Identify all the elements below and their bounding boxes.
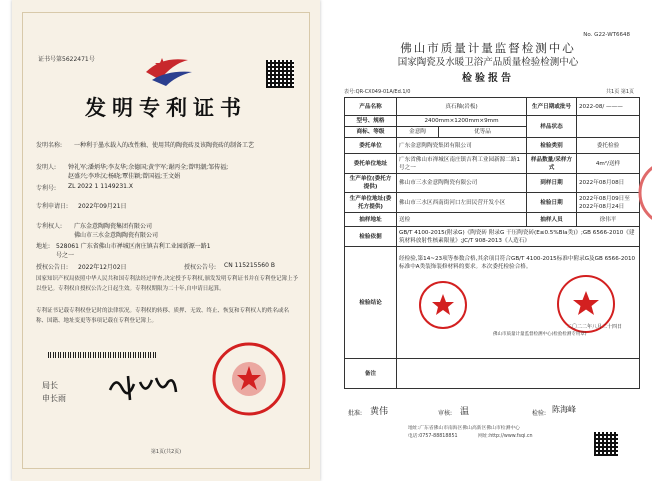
label-arrival-date: 到样日期 xyxy=(527,174,577,193)
report-title-3: 检验报告 xyxy=(462,73,514,84)
director-signature xyxy=(106,372,180,402)
label-sample-qty: 样品数量/采样方式 xyxy=(527,154,577,174)
report-qr-code xyxy=(594,432,618,456)
certificate-title: 发明专利证书 xyxy=(85,95,247,120)
certificate-paragraph-2: 专利证书记载专利权登记时的法律状况。专利权的转移、质押、无效、终止、恢复和专利权人的姓名或名称、国籍、地址变更等事项记载在专利登记簿上。 xyxy=(36,308,290,324)
value-client: 广东金意陶陶瓷集团有限公司 xyxy=(397,138,527,154)
certificate-qr-code xyxy=(266,60,294,88)
label-test-date: 检验日期 xyxy=(527,193,577,213)
footer-phone: 电话:0757-88818851 xyxy=(408,434,458,439)
value-inspection-type: 委托检验 xyxy=(577,138,640,154)
value-test-date: 2022年08月09日至2022年08月24日 xyxy=(577,193,640,213)
field-value-grant-no: CN 115215560 B xyxy=(224,262,275,269)
field-value-patent-no: ZL 2022 1 1149231.X xyxy=(68,183,134,190)
report-page: 共1页 第1页 xyxy=(606,89,634,95)
certificate-paragraph-1: 国家知识产权局依照中华人民共和国专利法经过审查,决定授予专利权,颁发发明专利证书并在专利登记簿上予以登记。专利权自授权公告之日起生效。专利权期限为二十年,自申请日起算。 xyxy=(36,276,299,292)
field-label-invention-name: 发明名称: xyxy=(36,142,63,149)
label-producer: 生产单位(委托方提供) xyxy=(345,174,397,193)
field-value-patentee: 广东金意陶陶瓷集团有限公司 xyxy=(74,223,153,230)
edge-seal-icon xyxy=(638,158,652,228)
patent-certificate xyxy=(12,0,320,481)
field-label-grant-no: 授权公告号: xyxy=(184,264,217,271)
field-value-grant-date: 2022年12月02日 xyxy=(78,264,127,271)
value-client-address: 广东省佛山市禅城区南庄镇吉利工业园新源二路1号之一 xyxy=(397,154,527,174)
value-product-name: 真石釉(岩板) xyxy=(397,98,527,116)
value-grade: 优等品 xyxy=(439,127,527,138)
label-sampling-address: 抽样地址 xyxy=(345,213,397,227)
value-mfg-date: 2022-08/ ——— xyxy=(577,98,640,116)
label-basis: 检验依据 xyxy=(345,227,397,247)
label-trademark: 商标、等级 xyxy=(345,127,397,138)
field-value-inventors-cont: 赵盛兴;李珍汉;杨晓;覃佳颖;曾国福;王文娟 xyxy=(68,173,181,180)
signature-label-director: 局长 xyxy=(42,381,58,390)
label-sample-status: 样品状态 xyxy=(527,116,577,138)
value-remark xyxy=(397,359,640,389)
inspector-signature: 陈海峰 xyxy=(552,405,576,414)
field-value-patentee-2: 佛山市三水金意陶陶瓷有限公司 xyxy=(74,232,159,239)
certificate-barcode xyxy=(48,352,156,358)
seal-caption: 佛山市质量计量监督检测中心(检验检测专用章) xyxy=(493,332,587,337)
label-remark: 备注 xyxy=(345,359,397,389)
field-label-inventors: 发明人: xyxy=(36,164,57,171)
reviewer-signature: 温 xyxy=(460,407,470,417)
value-date-signed: 二〇二二年八月二十四日 xyxy=(567,324,623,330)
field-label-grant-date: 授权公告日: xyxy=(36,264,69,271)
label-client: 委托单位 xyxy=(345,138,397,154)
inspection-seal-1-icon xyxy=(417,279,469,331)
footer-address: 地址:广东省佛山市南海区佛山高新区佛山市检测中心 xyxy=(408,426,520,431)
value-basis: GB/T 4100-2015(附录G)《陶瓷砖 附录G 干压陶瓷砖(E≤0.5%BIa类)》;GB 6566-2010《建筑材料放射性核素限量》;JC/T 908-2013《人造石》 xyxy=(397,227,640,247)
report-title-1: 佛山市质量计量监督检测中心 xyxy=(400,41,576,55)
value-sampling-person: 徐伟平 xyxy=(577,213,640,227)
official-seal-icon xyxy=(210,340,288,418)
field-value-inventors: 钟礼军;潘炳华;李友华;余德国;黄宇军;谢丙全;曾明潮;邹传福; xyxy=(68,164,229,171)
report-doc-no: No. G22-WT6648 xyxy=(583,32,630,38)
label-model: 型号、规格 xyxy=(345,116,397,127)
reviewer-label: 审核: xyxy=(438,410,453,417)
certificate-footer: 第1页(共2页) xyxy=(150,449,182,455)
approver-label: 批准: xyxy=(348,410,363,417)
label-producer-address: 生产单位地址(委托方提供) xyxy=(345,193,397,213)
report-form-code: 表号:QR-CX049-01A/Ed.1/0 xyxy=(344,89,411,95)
field-label-application-date: 专利申请日: xyxy=(36,203,69,210)
value-sample-status xyxy=(577,116,640,138)
field-label-patent-no: 专利号: xyxy=(36,185,57,192)
field-value-address-cont: 号之一 xyxy=(56,252,75,259)
label-inspection-type: 检验类别 xyxy=(527,138,577,154)
value-sample-qty: 4m²/送样 xyxy=(577,154,640,174)
field-value-invention-name: 一种利于墨水载入的改性釉、使用其的陶瓷砖及该陶瓷砖的制备工艺 xyxy=(74,142,255,149)
inspection-report xyxy=(338,0,638,481)
footer-website: 网址:http://www.fsqi.cn xyxy=(478,434,533,439)
cnipa-logo-icon xyxy=(142,50,196,88)
value-sampling-address: 送检 xyxy=(397,213,527,227)
label-conclusion: 检验结论 xyxy=(345,247,397,359)
value-producer-address: 佛山市三水区西南街河口左田民营开发小区 xyxy=(397,193,527,213)
inspector-label: 检验: xyxy=(532,410,547,417)
label-mfg-date: 生产日期或批号 xyxy=(527,98,577,116)
field-label-patentee: 专利权人: xyxy=(36,223,63,230)
value-arrival-date: 2022年08月08日 xyxy=(577,174,640,193)
value-conclusion: 经检验,第14~23项等参数合格,其余项目符合GB/T 4100-2015标准中附录G及GB 6566-2010标准中A类装饰装修材料的要求。本次委托检验合格。 xyxy=(399,256,636,270)
value-trademark: 金意陶 xyxy=(397,127,439,138)
label-sampling-person: 抽样人员 xyxy=(527,213,577,227)
report-title-2: 国家陶瓷及水暖卫浴产品质量检验检测中心 xyxy=(397,57,579,68)
field-value-address: 528061 广东省佛山市禅城区南庄镇吉利工业园新源一路1 xyxy=(56,243,211,250)
value-producer: 佛山市三水金意陶陶瓷有限公司 xyxy=(397,174,527,193)
certificate-number: 证书号第5622471号 xyxy=(38,56,95,63)
label-client-address: 委托单位地址 xyxy=(345,154,397,174)
field-label-address: 地址: xyxy=(36,243,51,250)
approver-signature: 黄伟 xyxy=(370,407,389,417)
label-product-name: 产品名称 xyxy=(345,98,397,116)
report-table xyxy=(344,97,640,389)
field-value-application-date: 2022年09月21日 xyxy=(78,203,127,210)
value-model: 2400mm×1200mm×9mm xyxy=(397,116,527,127)
signature-label-name: 申长雨 xyxy=(42,394,66,403)
